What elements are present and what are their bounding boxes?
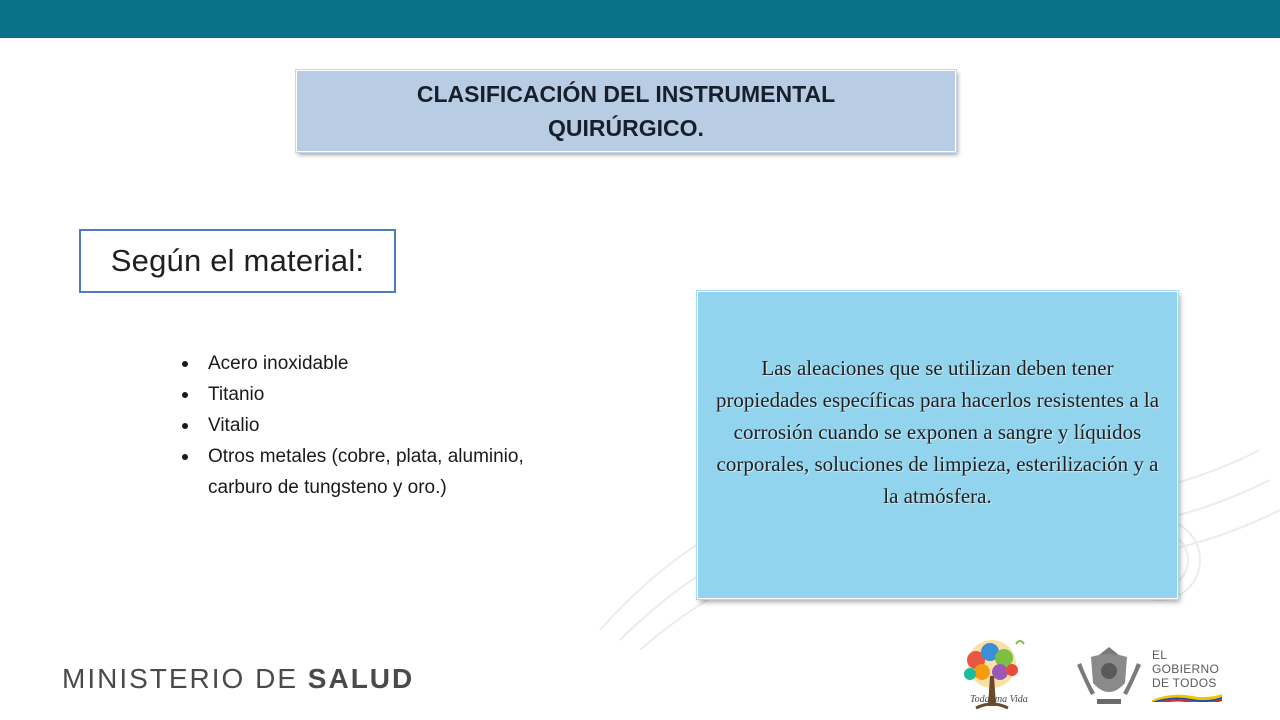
list-item: Otros metales (cobre, plata, aluminio, carburo de tungsteno y oro.) (180, 441, 580, 503)
gov-line: EL (1152, 648, 1168, 662)
subtitle-label: Según el material: (110, 243, 365, 278)
ministry-text-bold: SALUD (307, 663, 415, 694)
gov-line: GOBIERNO (1152, 662, 1220, 676)
ecuador-coat-of-arms-icon (1071, 643, 1147, 709)
ecuador-flag-stripes (1152, 692, 1222, 702)
ministry-text-light: MINISTERIO DE (62, 663, 308, 694)
top-header-bar (0, 0, 1280, 38)
subtitle-box (79, 229, 396, 293)
ministry-logo-text (62, 663, 414, 695)
list-item: Acero inoxidable (180, 348, 580, 379)
list-item: Vitalio (180, 410, 580, 441)
toda-una-vida-tree-logo (946, 636, 1038, 716)
info-text: Las aleaciones que se utilizan deben tener propiedades específicas para hacerlos resistentes a la corrosión cuando se exponen a sangre y líquidos corporales, soluciones de limpieza, esterilización y a la atmósfera. (715, 356, 1160, 508)
title-box (296, 70, 956, 152)
gov-line: DE TODOS (1152, 676, 1217, 690)
material-bullet-list (180, 348, 580, 503)
slide-title: CLASIFICACIÓN DEL INSTRUMENTAL QUIRÚRGICO. (416, 81, 836, 141)
info-box (697, 291, 1178, 599)
gobierno-de-todos-text (1152, 648, 1272, 690)
list-item: Titanio (180, 379, 580, 410)
toda-una-vida-label: Toda una Vida (970, 694, 1028, 705)
